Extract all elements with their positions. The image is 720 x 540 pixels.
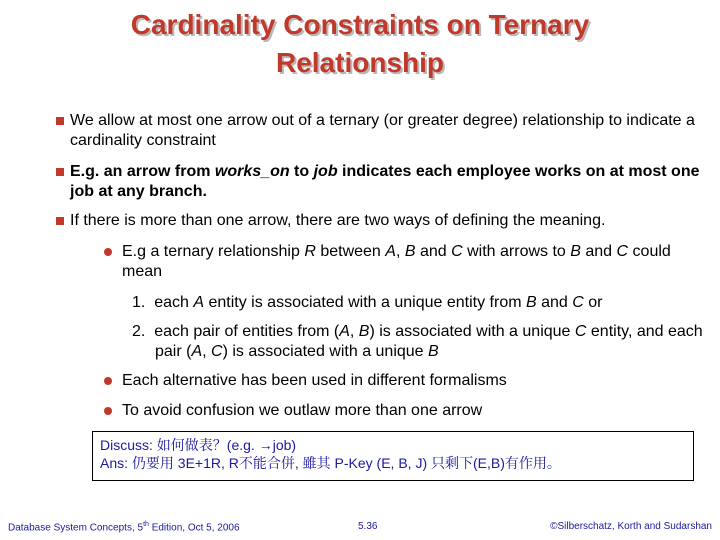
round-bullet-icon	[104, 248, 112, 256]
round-bullet-icon	[104, 407, 112, 415]
sub-bullet-1	[122, 242, 702, 282]
bullet-1	[70, 111, 700, 151]
bullet-1-text: We allow at most one arrow out of a ternary (or greater degree) relationship to indicate a cardinality constraint	[70, 112, 695, 149]
numbered-item-2	[132, 322, 707, 362]
numbered-item-2-text: each pair of entities from (A, B) is associated with a unique C entity, and each pair (A, C) is associated with a unique B	[154, 323, 703, 360]
footer-book-info: Database System Concepts, 5th Edition, Oct 5, 2006	[8, 521, 240, 534]
sub-bullet-2	[122, 371, 702, 391]
sub-bullet-3-text: To avoid confusion we outlaw more than one arrow	[122, 402, 483, 419]
round-bullet-icon	[104, 377, 112, 385]
square-bullet-icon	[56, 117, 64, 125]
square-bullet-icon	[56, 217, 64, 225]
slide-title	[0, 6, 720, 82]
sub-bullet-2-text: Each alternative has been used in different formalisms	[122, 372, 507, 389]
bullet-2-text: E.g. an arrow from works_on to job indicates each employee works on at most one job at any branch.	[70, 163, 700, 200]
bullet-3	[70, 211, 700, 231]
numbered-item-1	[132, 293, 707, 313]
sub-bullet-3	[122, 401, 702, 421]
square-bullet-icon	[56, 168, 64, 176]
title-line-1: Cardinality Constraints on Ternary	[130, 9, 590, 40]
number-label: 1.	[132, 294, 146, 311]
discussion-line-2: Ans: 仍要用 3E+1R, R不能合併, 雖其 P-Key (E, B, J) 只剩下(E,B)有作用。	[100, 455, 561, 471]
sub-bullet-1-text: E.g a ternary relationship R between A, B and C with arrows to B and C could mean	[122, 243, 671, 280]
footer-copyright: ©Silberschatz, Korth and Sudarshan	[550, 521, 712, 532]
number-label: 2.	[132, 323, 146, 340]
bullet-3-text: If there is more than one arrow, there are two ways of defining the meaning.	[70, 212, 606, 229]
bullet-2	[70, 162, 700, 202]
numbered-item-1-text: each A entity is associated with a unique entity from B and C or	[154, 294, 603, 311]
discussion-line-1: Discuss: 如何做表？(e.g. →job)	[100, 437, 297, 453]
right-arrow-icon: →	[258, 437, 273, 453]
footer-page-number: 5.36	[358, 521, 378, 532]
discussion-box	[92, 431, 694, 481]
title-line-2: Relationship	[275, 47, 444, 78]
